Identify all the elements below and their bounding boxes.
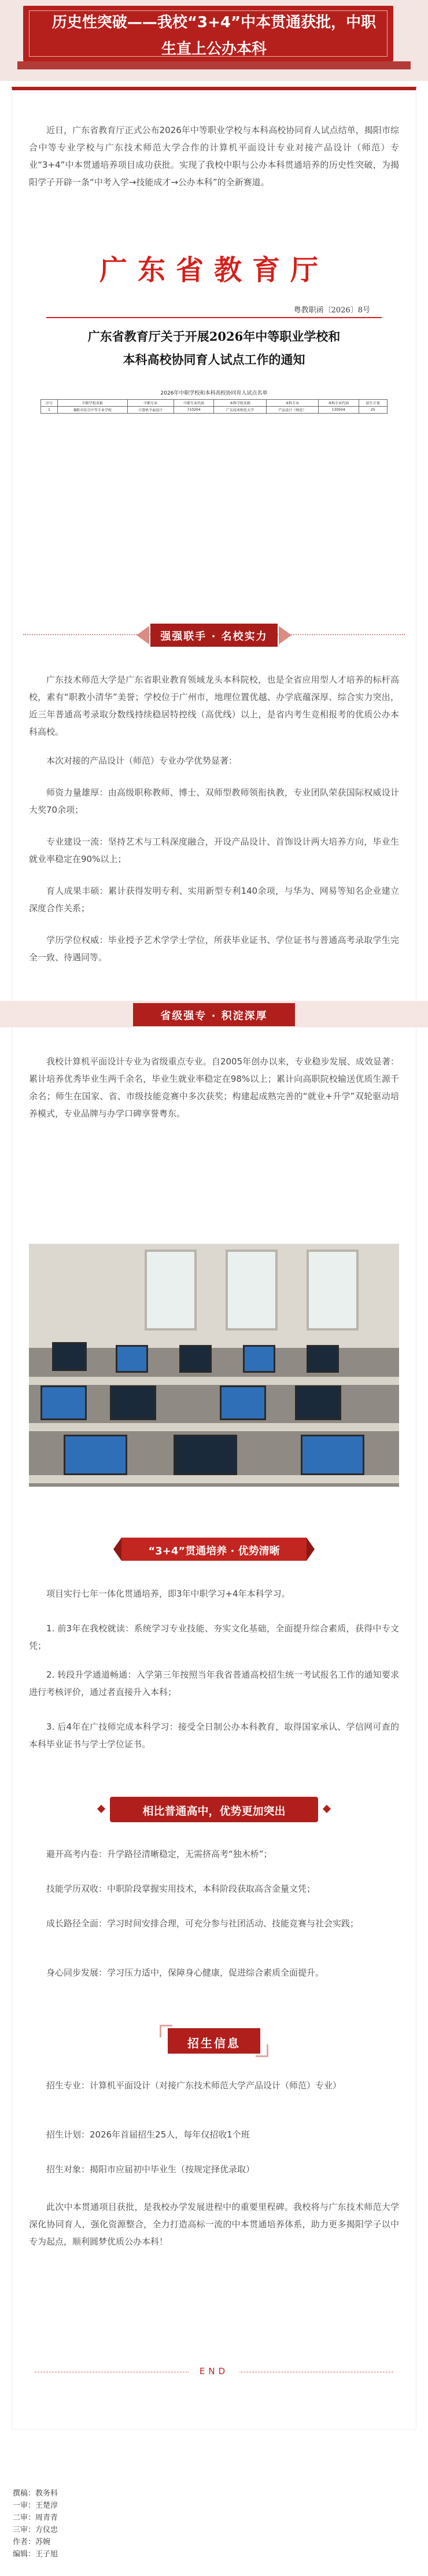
photo-monitor bbox=[179, 1345, 212, 1373]
s5-paragraph-2: 招生计划：2026年首届招生25人，每年仅招收1个班 bbox=[46, 2129, 250, 2140]
document-red-rule bbox=[46, 317, 382, 318]
article-title bbox=[23, 9, 405, 62]
section-title: 强强联手 · 名校实力 bbox=[160, 631, 268, 643]
photo-window bbox=[307, 1250, 359, 1331]
table-header-cell: 中职学校名称 bbox=[57, 400, 127, 407]
s5-paragraph-4: 此次中本贯通项目获批，是我校办学发展进程中的重要里程碑。我校将与广东技术师范大学深化协同育人，强化资源整合，全力打造高标一流的中本贯通培养体系，助力更多揭阳学子以中专为起点，顺利圆梦优质公办本科！ bbox=[29, 2202, 399, 2247]
credits-block bbox=[13, 2487, 58, 2560]
title-banner bbox=[0, 0, 428, 81]
table-header-cell: 招生计划 bbox=[359, 400, 387, 407]
s3-paragraph-2: 1. 前3年在我校就读：系统学习专业技能、夯实文化基础，全面提升综合素质，获得中专文凭； bbox=[29, 1623, 399, 1651]
credit-line: 三审：方仪忠 bbox=[13, 2526, 58, 2534]
photo-window bbox=[226, 1250, 278, 1331]
ribbon-fold-icon bbox=[307, 1538, 315, 1561]
document-title-line2: 本科高校协同育人试点工作的通知 bbox=[123, 352, 305, 367]
table-header-cell: 序号 bbox=[41, 400, 58, 407]
document-title-line1: 广东省教育厅关于开展2026年中等职业学校和 bbox=[87, 329, 341, 344]
credit-line: 撰稿：教务科 bbox=[13, 2489, 58, 2498]
classroom-photo bbox=[29, 1244, 399, 1487]
section-tab bbox=[133, 1003, 295, 1026]
s1-paragraph-2: 本次对接的产品设计（师范）专业办学优势显著： bbox=[46, 756, 238, 766]
section-ribbon bbox=[121, 1538, 307, 1561]
section-header-strength bbox=[0, 619, 428, 654]
s5-paragraph-3: 招生对象：揭阳市应届初中毕业生（按规定择优录取） bbox=[46, 2164, 255, 2175]
s1-paragraph-3: 师资力量雄厚：由高级职称教师、博士、双师型教师领衔执教，专业团队荣获国际权威设计大奖70余项； bbox=[29, 787, 399, 815]
table-header-cell: 本科专业 bbox=[266, 400, 318, 407]
photo-monitor bbox=[116, 1345, 148, 1373]
table-header-cell: 本科学校名称 bbox=[214, 400, 266, 407]
table-cell: 1 bbox=[41, 407, 58, 414]
s4-paragraph-2: 技能学历双收：中职阶段掌握实用技术，本科阶段获取高含金量文凭； bbox=[46, 1884, 316, 1894]
document-table-header bbox=[41, 400, 388, 407]
left-arrow-icon bbox=[136, 626, 149, 644]
end-marker bbox=[0, 2366, 428, 2376]
table-cell: 产品设计（师范） bbox=[266, 407, 318, 414]
photo-monitor bbox=[64, 1435, 127, 1475]
banner-shadow bbox=[17, 61, 411, 69]
s4-paragraph-1: 避开高考内卷：升学路径清晰稳定，无需挤高考“独木桥”； bbox=[46, 1849, 272, 1859]
ribbon-fold-icon bbox=[113, 1538, 121, 1561]
table-cell: 130504 bbox=[318, 407, 359, 414]
right-arrow-icon bbox=[279, 626, 292, 644]
section-bar bbox=[110, 1797, 318, 1822]
document-title bbox=[35, 325, 393, 371]
s2-paragraph-1: 我校计算机平面设计专业为省级重点专业。自2005年创办以来，专业稳步发展、成效显著：累计培养优秀毕业生两千余名，毕业生就业率稳定在98%以上；累计向高职院校输送优质生源千余名；师生在国家、省、市级技能竞赛中多次获奖；构建起成熟完善的“就业+升学”双轮驱动培养模式，专业品牌与办学口碑享誉粤东。 bbox=[29, 1056, 399, 1119]
photo-monitor bbox=[307, 1345, 339, 1373]
photo-monitor bbox=[52, 1342, 87, 1371]
photo-monitor bbox=[110, 1385, 156, 1420]
s3-paragraph-1: 项目实行七年一体化贯通培养，即3年中职学习+4年本科学习。 bbox=[46, 1589, 290, 1599]
section-box bbox=[168, 2028, 260, 2054]
photo-monitor bbox=[295, 1385, 341, 1420]
photo-desk-row bbox=[29, 1475, 399, 1483]
photo-window bbox=[145, 1250, 197, 1331]
section-header-advantages bbox=[0, 1793, 428, 1828]
table-cell: 广东技术师范大学 bbox=[214, 407, 266, 414]
table-header-cell: 中职专业代码 bbox=[174, 400, 214, 407]
table-cell: 计算机平面设计 bbox=[127, 407, 174, 414]
table-header-cell: 本科专业代码 bbox=[318, 400, 359, 407]
document-table-caption: 2026年中职学校和本科高校协同育人试点名单 bbox=[160, 390, 268, 396]
s1-paragraph-5: 育人成果丰硕：累计获得发明专利、实用新型专利140余项，与华为、网易等知名企业建立深度合作关系； bbox=[29, 886, 399, 913]
intro-paragraph: 近日，广东省教育厅正式公布2026年中等职业学校与本科高校协同育人试点结单，揭阳市综合中等专业学校与广东技术师范大学合作的计算机平面设计专业对接产品设计（师范）专业“3+4”中本贯通培养项目成功获批。实现了我校中职与公办本科贯通培养的历史性突破，为揭阳学子开辟一条“中考入学→技能成才→公办本科”的全新赛道。 bbox=[29, 125, 399, 187]
s4-paragraph-4: 身心同步发展：学习压力适中，保障身心健康，促进综合素质全面提升。 bbox=[46, 1967, 324, 1978]
end-label: END bbox=[189, 2366, 239, 2376]
s5-paragraph-1: 招生专业：计算机平面设计（对接广东技术师范大学产品设计（师范）专业） bbox=[46, 2080, 342, 2091]
s1-paragraph-6: 学历学位权威：毕业授予艺术学学士学位，所获毕业证书、学位证书与普通高考录取学生完全一致、待遇同等。 bbox=[29, 935, 399, 963]
table-cell: 25 bbox=[359, 407, 387, 414]
photo-desk-row bbox=[29, 1377, 399, 1385]
credit-line: 一审：王楚淳 bbox=[13, 2501, 58, 2510]
document-table bbox=[40, 399, 388, 414]
section-header-program bbox=[0, 1533, 428, 1568]
s3-paragraph-3: 2. 转段升学通道畅通：入学第三年按照当年我省普通高校招生统一考试报名工作的通知要求进行考核评价，通过者直接升入本科； bbox=[29, 1670, 399, 1697]
section-title: 省级强专 · 积淀深厚 bbox=[160, 1010, 268, 1022]
article-title-line2: 生直上公办本科 bbox=[161, 40, 267, 58]
photo-monitor bbox=[174, 1435, 237, 1475]
section-header-enrollment bbox=[0, 2025, 428, 2059]
corner-bracket-icon bbox=[256, 2044, 268, 2057]
table-header-cell: 中职专业 bbox=[127, 400, 174, 407]
photo-monitor bbox=[220, 1385, 266, 1420]
s4-paragraph-3: 成长路径全面：学习时间安排合理，可充分参与社团活动、技能竞赛与社会实践； bbox=[46, 1918, 359, 1929]
document-number: 粤教职函〔2026〕8号 bbox=[293, 306, 370, 315]
diamond-icon bbox=[323, 1805, 331, 1813]
section-tab bbox=[150, 624, 278, 647]
section-title: 招生信息 bbox=[187, 2036, 241, 2050]
table-cell: 揭阳市综合中等专业学校 bbox=[57, 407, 127, 414]
photo-desk-row bbox=[29, 1423, 399, 1431]
credit-line: 编辑：王子旭 bbox=[13, 2550, 58, 2559]
s3-paragraph-4: 3. 后4年在广技师完成本科学习：接受全日制公办本科教育，取得国家承认、学信网可查的本科毕业证书与学士学位证书。 bbox=[29, 1722, 399, 1749]
official-document bbox=[35, 231, 393, 607]
photo-monitor bbox=[301, 1435, 364, 1475]
table-row bbox=[41, 407, 388, 414]
section-header-major bbox=[0, 1001, 428, 1035]
s1-paragraph-4: 专业建设一流：坚持艺术与工科深度融合，开设产品设计、首饰设计两大培养方向，毕业生就业率稳定在90%以上； bbox=[29, 836, 399, 864]
photo-monitor bbox=[40, 1385, 87, 1420]
diamond-icon bbox=[97, 1805, 105, 1813]
section-title: “3+4”贯通培养 · 优势清晰 bbox=[148, 1545, 280, 1557]
table-cell: 710204 bbox=[174, 407, 214, 414]
photo-monitor bbox=[243, 1345, 275, 1373]
credit-line: 二审：周青青 bbox=[13, 2514, 58, 2522]
s1-paragraph-1: 广东技术师范大学是广东省职业教育领域龙头本科院校，也是全省应用型人才培养的标杆高校，素有“职教小清华”美誉；学校位于广州市，地理位置优越、办学底蕴深厚、综合实力突出，近三年普通高考录取分数线持续稳居特控线（高优线）以上，是省内考生竞相报考的优质公办本科高校。 bbox=[29, 675, 399, 737]
section-title: 相比普通高中，优势更加突出 bbox=[142, 1805, 286, 1818]
document-issuer: 广东省教育厅 bbox=[99, 254, 329, 286]
article-title-line1: 历史性突破——我校“3+4”中本贯通获批，中职 bbox=[51, 14, 377, 31]
credit-line: 作者：苏婉 bbox=[13, 2538, 51, 2546]
